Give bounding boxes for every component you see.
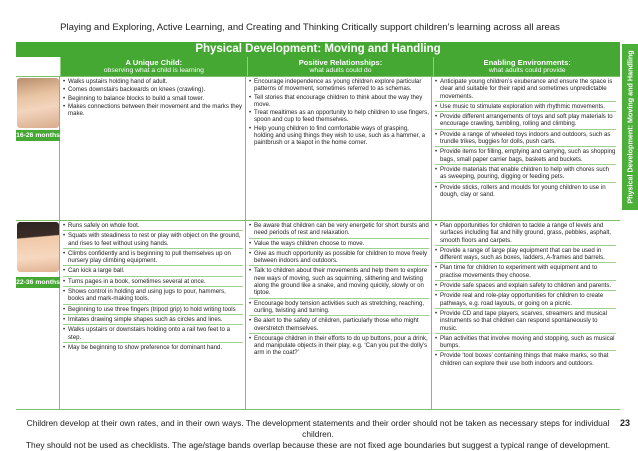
age-band-label: 16-26 months [16, 132, 60, 139]
list-item: • Talk to children about their movements and help them to explore new ways of moving, such as squirming, slithering and twisting along the ground like a snake, and moving quickly, slowly or on tiptoe. [249, 267, 429, 298]
list-item: • Tell stories that encourage children to think about the way they move. [249, 94, 429, 109]
list-item: • Provide a range of large play equipment that can be used in different ways, such as boxes, ladders, A-frames and barrels. [435, 247, 616, 264]
list-item: • May be beginning to show preference for dominant hand. [63, 344, 243, 352]
footer-note [16, 418, 620, 451]
page-number: 23 [619, 418, 630, 428]
list-item: • Value the ways children choose to move. [249, 240, 429, 249]
list-item: • Provide different arrangements of toys and soft play materials to encourage crawling, tumbling, rolling and climbing. [435, 113, 616, 130]
list-item: • Squats with steadiness to rest or play with object on the ground, and rises to feet without using hands. [63, 232, 243, 249]
list-item: • Climbs confidently and is beginning to pull themselves up on nursery play climbing equipment. [63, 250, 243, 267]
header-unique-child [60, 57, 247, 76]
list-item: • Plan opportunities for children to tackle a range of levels and surfaces including flat and hilly ground, grass, pebbles, asphalt, smooth floors and carpets. [435, 222, 616, 246]
child-photo [17, 78, 59, 128]
header-subtitle: observing what a child is learning [103, 67, 204, 74]
table-row [16, 76, 620, 220]
list-item: • Beginning to use three fingers (tripod grip) to hold writing tools [63, 306, 243, 315]
list-item: • Encourage body tension activities such as stretching, reaching, curling, twisting and turning. [249, 300, 429, 317]
age-column [16, 221, 60, 409]
list-item: • Encourage children in their efforts to do up buttons, pour a drink, and manipulate objects in their play, e.g. ‘Can you put the dolly’s arm in the coat?’ [249, 335, 429, 358]
child-observations [60, 221, 246, 409]
adults-could-provide [432, 77, 618, 220]
header-title: Positive Relationships: [298, 58, 383, 67]
list-item: • Give as much opportunity as possible for children to move freely between indoors and outdoors. [249, 250, 429, 267]
header-subtitle: what adults could provide [488, 67, 566, 74]
child-observations [60, 77, 246, 220]
list-item: • Encourage independence as young children explore particular patterns of movement, sometimes referred to as schemas. [249, 78, 429, 93]
list-item: • Comes downstairs backwards on knees (crawling). [63, 86, 243, 93]
list-item: • Be aware that children can be very energetic for short bursts and need periods of rest and relaxation. [249, 222, 429, 239]
footer-line: Children develop at their own rates, and in their own ways. The development statements and their order should not be taken as necessary steps for individual children. [26, 418, 610, 439]
list-item: • Be alert to the safety of children, particularly those who might overstretch themselves. [249, 317, 429, 334]
list-item: • Provide sticks, rollers and moulds for young children to use in dough, clay or sand. [435, 184, 616, 200]
development-table [16, 76, 620, 410]
list-item: • Provide CD and tape players, scarves, streamers and musical instruments so that children can respond spontaneously to music. [435, 310, 616, 334]
age-band-label: 22-36 months [16, 279, 60, 286]
side-tab-label: Physical Development: Moving and Handling [625, 50, 635, 204]
list-item: • Plan activities that involve moving and stopping, such as musical bumps. [435, 335, 616, 352]
list-item: • Provide materials that enable children to help with chores such as sweeping, pouring, digging or feeding pets. [435, 166, 616, 183]
table-row [16, 220, 620, 410]
list-item: • Beginning to balance blocks to build a small tower. [63, 95, 243, 102]
list-item: • Help young children to find comfortable ways of grasping, holding and using things they wish to use, such as a hammer, a paintbrush or a teapot in the home corner. [249, 125, 429, 147]
list-item: • Provide items for filling, emptying and carrying, such as shopping bags, small paper carrier bags, baskets and buckets. [435, 148, 616, 165]
list-item: • Imitates drawing simple shapes such as circles and lines. [63, 316, 243, 325]
list-item: • Use music to stimulate exploration with rhythmic movements. [435, 103, 616, 112]
column-headers [60, 57, 620, 76]
list-item: • Turns pages in a book, sometimes several at once. [63, 278, 243, 287]
side-tab [622, 44, 638, 210]
list-item: • Provide safe spaces and explain safety to children and parents. [435, 282, 616, 291]
child-photo [17, 222, 59, 272]
list-item: • Anticipate young children’s exuberance and ensure the space is clear and suitable for their rapid and sometimes unpredictable movements. [435, 78, 616, 102]
top-caption: Playing and Exploring, Active Learning, and Creating and Thinking Critically support children’s learning across all areas [60, 22, 560, 33]
adults-could-do [246, 221, 432, 409]
header-enabling-environments [433, 57, 620, 76]
page-title: Physical Development: Moving and Handling [16, 42, 620, 57]
list-item: • Treat mealtimes as an opportunity to help children to use fingers, spoon and cup to feed themselves. [249, 109, 429, 124]
list-item: • Runs safely on whole foot. [63, 222, 243, 231]
list-item: • Walks upstairs or downstairs holding onto a rail two feet to a step. [63, 326, 243, 343]
list-item: • Makes connections between their movement and the marks they make. [63, 103, 243, 118]
list-item: • Provide ‘tool boxes’ containing things that make marks, so that children can explore their use both indoors and outdoors. [435, 352, 616, 368]
list-item: • Walks upstairs holding hand of adult. [63, 78, 243, 85]
footer-line: They should not be used as checklists. The age/stage bands overlap because these are not fixed age boundaries but suggest a typical range of development. [25, 440, 611, 450]
adults-could-provide [432, 221, 618, 409]
list-item: • Plan time for children to experiment with equipment and to practise movements they choose. [435, 264, 616, 281]
age-column [16, 77, 60, 220]
header-title: Enabling Environments: [483, 58, 571, 67]
header-title: A Unique Child: [125, 58, 183, 67]
header-positive-relationships [247, 57, 434, 76]
adults-could-do [246, 77, 432, 220]
list-item: • Shows control in holding and using jugs to pour, hammers, books and mark-making tools. [63, 288, 243, 305]
list-item: • Provide real and role-play opportunities for children to create pathways, e.g. road layouts, or going on a picnic. [435, 292, 616, 309]
list-item: • Provide a range of wheeled toys indoors and outdoors, such as trundle trikes, buggies for dolls, push carts. [435, 131, 616, 148]
header-subtitle: what adults could do [309, 67, 372, 74]
list-item: • Can kick a large ball. [63, 267, 243, 276]
